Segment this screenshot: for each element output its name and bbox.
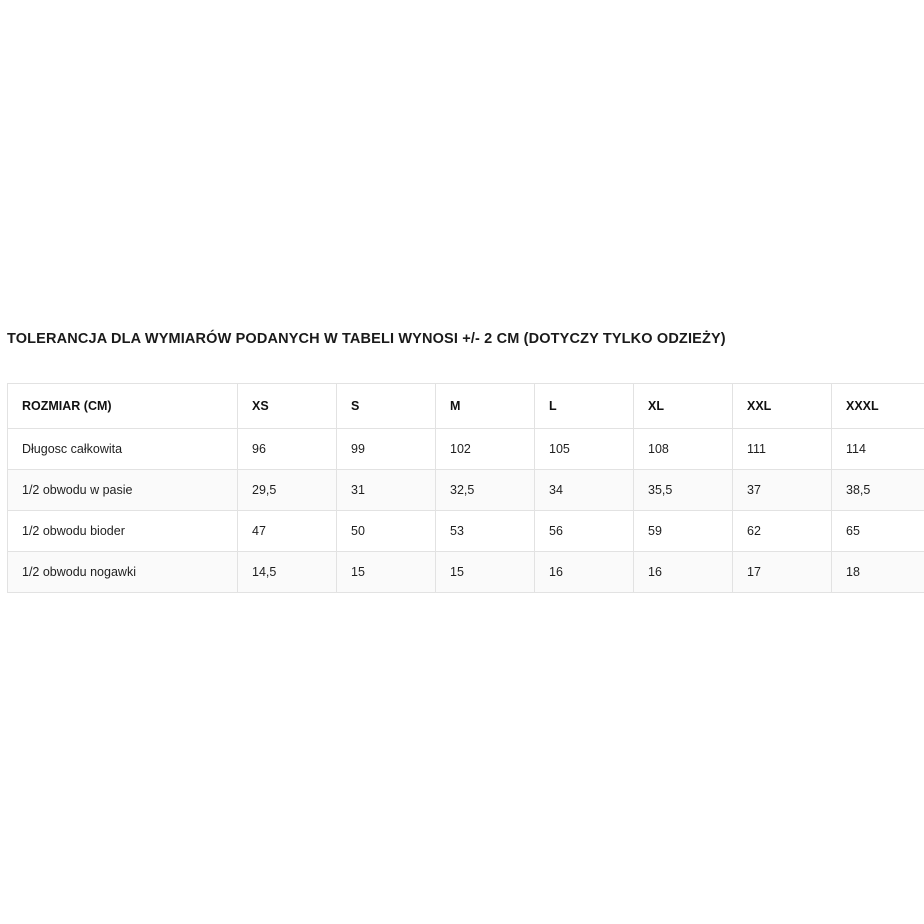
cell-dlugosc-calkowita-m: 102 [436,429,535,470]
cell-obwod-bioder-l: 56 [535,511,634,552]
cell-obwod-bioder-xxl: 62 [733,511,832,552]
cell-obwod-nogawki-xs: 14,5 [238,552,337,593]
size-table-container [7,383,917,593]
cell-obwod-w-pasie-xxl: 37 [733,470,832,511]
cell-obwod-bioder-m: 53 [436,511,535,552]
table-column-header-xs: XS [238,384,337,429]
cell-dlugosc-calkowita-xxxl: 114 [832,429,924,470]
row-label-obwod-nogawki: 1/2 obwodu nogawki [8,552,238,593]
row-label-obwod-bioder: 1/2 obwodu bioder [8,511,238,552]
cell-obwod-w-pasie-s: 31 [337,470,436,511]
table-column-header-l: L [535,384,634,429]
cell-obwod-nogawki-xxl: 17 [733,552,832,593]
cell-obwod-w-pasie-xl: 35,5 [634,470,733,511]
row-label-obwod-w-pasie: 1/2 obwodu w pasie [8,470,238,511]
cell-dlugosc-calkowita-xxl: 111 [733,429,832,470]
cell-obwod-w-pasie-l: 34 [535,470,634,511]
cell-obwod-bioder-xs: 47 [238,511,337,552]
table-row [8,552,924,593]
cell-obwod-nogawki-l: 16 [535,552,634,593]
table-row [8,470,924,511]
table-column-header-xxl: XXL [733,384,832,429]
cell-obwod-bioder-xl: 59 [634,511,733,552]
table-row [8,511,924,552]
table-column-header-xxxl: XXXL [832,384,924,429]
cell-obwod-w-pasie-xs: 29,5 [238,470,337,511]
cell-obwod-bioder-s: 50 [337,511,436,552]
cell-obwod-nogawki-s: 15 [337,552,436,593]
cell-dlugosc-calkowita-xs: 96 [238,429,337,470]
cell-obwod-nogawki-xl: 16 [634,552,733,593]
table-row [8,429,924,470]
table-header-row [8,384,924,429]
table-column-header-m: M [436,384,535,429]
cell-obwod-nogawki-xxxl: 18 [832,552,924,593]
table-column-header-s: S [337,384,436,429]
tolerance-note: TOLERANCJA DLA WYMIARÓW PODANYCH W TABELI WYNOSI +/- 2 CM (DOTYCZY TYLKO ODZIEŻY) [7,331,726,347]
table-column-header-xl: XL [634,384,733,429]
cell-obwod-nogawki-m: 15 [436,552,535,593]
cell-dlugosc-calkowita-xl: 108 [634,429,733,470]
table-corner-header: ROZMIAR (CM) [8,384,238,429]
cell-dlugosc-calkowita-l: 105 [535,429,634,470]
size-table [7,383,924,593]
cell-dlugosc-calkowita-s: 99 [337,429,436,470]
row-label-dlugosc-calkowita: Długosc całkowita [8,429,238,470]
cell-obwod-w-pasie-xxxl: 38,5 [832,470,924,511]
cell-obwod-bioder-xxxl: 65 [832,511,924,552]
table-body [8,429,924,593]
cell-obwod-w-pasie-m: 32,5 [436,470,535,511]
table-header [8,384,924,429]
